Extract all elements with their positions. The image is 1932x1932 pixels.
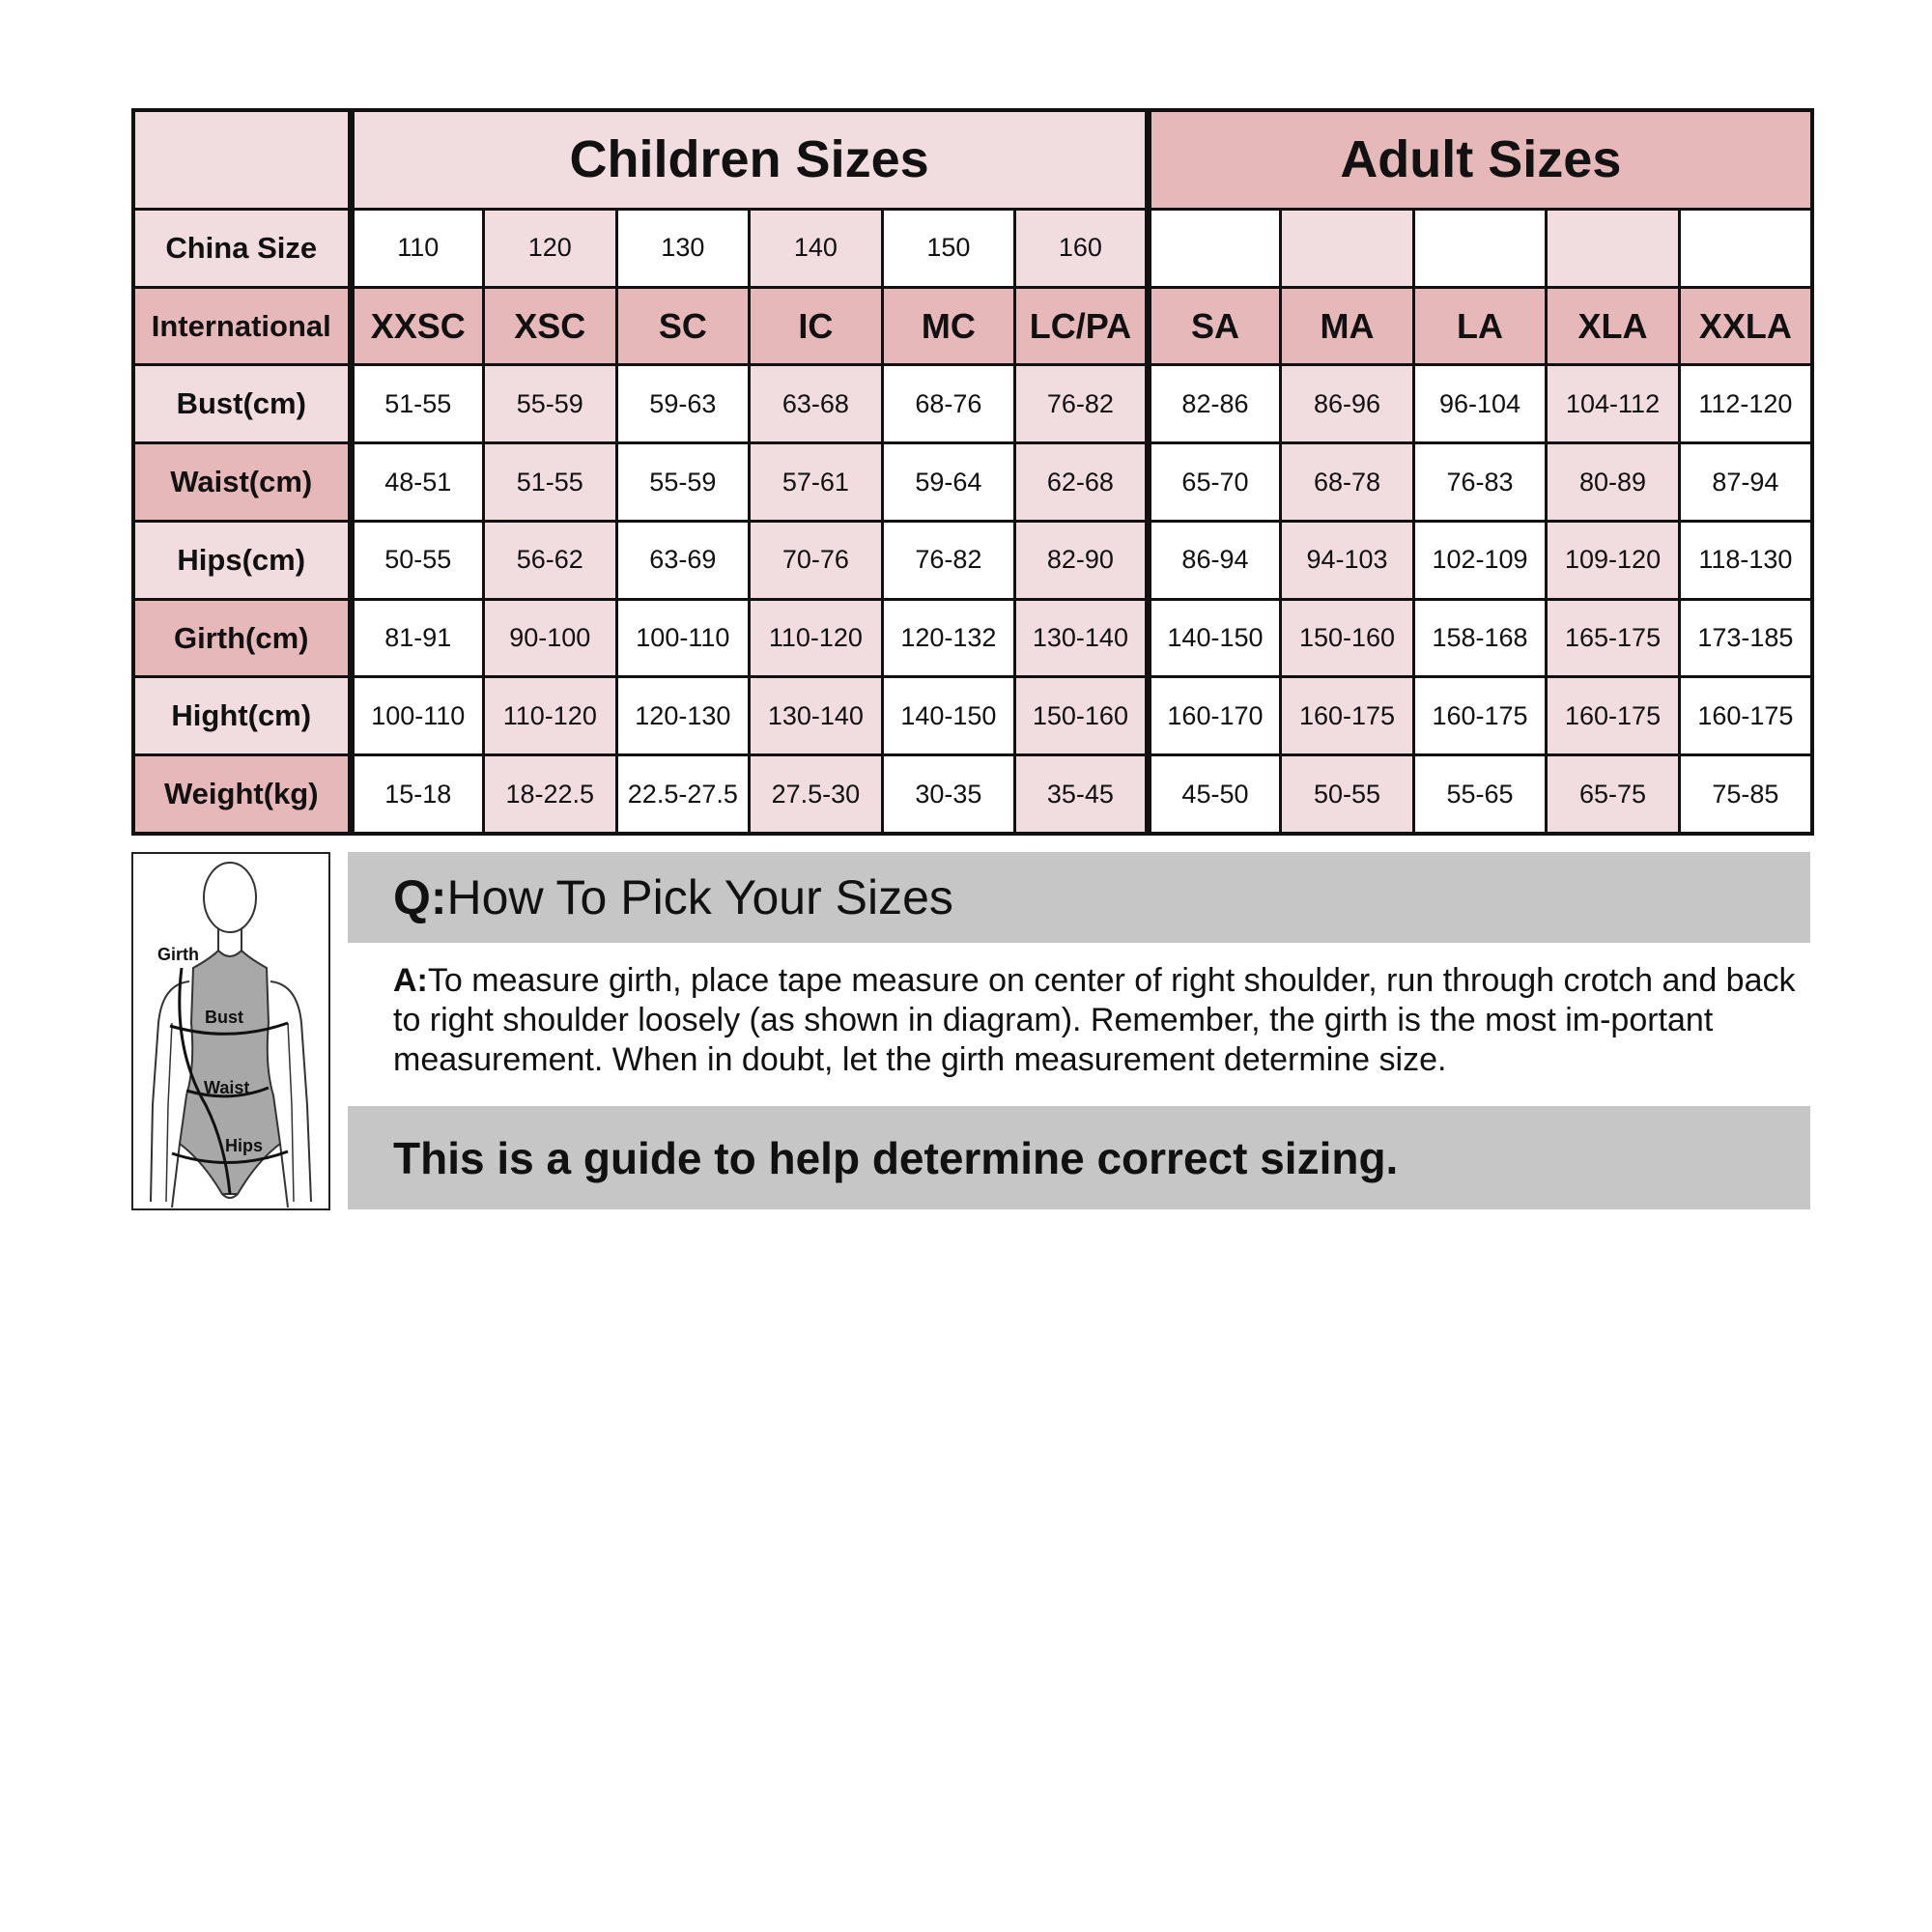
cell: 80-89 [1547,443,1680,522]
cell: 68-78 [1281,443,1414,522]
cell: 120-130 [616,677,750,755]
cell: XXLA [1679,287,1812,365]
cell: 160-175 [1679,677,1812,755]
cell: 35-45 [1015,755,1149,834]
cell: 150-160 [1015,677,1149,755]
cell: 120 [484,209,617,287]
children-sizes-header: Children Sizes [351,110,1148,209]
body-measurement-diagram [131,852,330,1210]
cell: 160-175 [1413,677,1547,755]
cell [1281,209,1414,287]
size-chart-table [131,108,1814,836]
cell: 160-170 [1148,677,1281,755]
cell: IC [750,287,883,365]
hight-row [133,677,1812,755]
cell: 51-55 [351,365,484,443]
cell: 100-110 [616,599,750,677]
cell: 65-70 [1148,443,1281,522]
cell: 55-59 [484,365,617,443]
row-label: China Size [133,209,351,287]
cell: 109-120 [1547,521,1680,599]
cell: 50-55 [1281,755,1414,834]
group-header-row [133,110,1812,209]
waist-label: Waist [204,1078,250,1097]
row-label: Waist(cm) [133,443,351,522]
international-size-row [133,287,1812,365]
cell: 62-68 [1015,443,1149,522]
cell: 130-140 [750,677,883,755]
cell: SA [1148,287,1281,365]
cell: 173-185 [1679,599,1812,677]
cell [1547,209,1680,287]
cell: 150-160 [1281,599,1414,677]
cell: 87-94 [1679,443,1812,522]
cell: 90-100 [484,599,617,677]
girth-label: Girth [157,945,199,964]
cell: MC [882,287,1015,365]
cell: MA [1281,287,1414,365]
cell: 130-140 [1015,599,1149,677]
cell: 86-94 [1148,521,1281,599]
cell: 118-130 [1679,521,1812,599]
answer-prefix: A: [393,962,428,999]
cell: 82-90 [1015,521,1149,599]
cell: 51-55 [484,443,617,522]
bust-label: Bust [205,1008,243,1027]
adult-sizes-header: Adult Sizes [1148,110,1812,209]
girth-row [133,599,1812,677]
cell: 56-62 [484,521,617,599]
row-label: International [133,287,351,365]
cell: 112-120 [1679,365,1812,443]
cell: 75-85 [1679,755,1812,834]
cell: 55-59 [616,443,750,522]
cell: 140 [750,209,883,287]
cell: 160-175 [1281,677,1414,755]
cell: 30-35 [882,755,1015,834]
cell: 59-63 [616,365,750,443]
question-text: How To Pick Your Sizes [446,870,953,924]
cell: 150 [882,209,1015,287]
cell [1413,209,1547,287]
row-label: Weight(kg) [133,755,351,834]
cell: 160 [1015,209,1149,287]
corner-cell [133,110,351,209]
cell: 76-83 [1413,443,1547,522]
answer-text: To measure girth, place tape measure on center of right shoulder, run through crotch and back to right shoulder loosely (as shown in diagram). Remember, the girth is the most im-portant measurement. When in doubt, let the girth measurement determine size. [393,962,1796,1078]
cell: 27.5-30 [750,755,883,834]
cell: 76-82 [1015,365,1149,443]
cell: 55-65 [1413,755,1547,834]
weight-row [133,755,1812,834]
cell: 120-132 [882,599,1015,677]
hips-row [133,521,1812,599]
cell: 140-150 [1148,599,1281,677]
cell: 158-168 [1413,599,1547,677]
body-figure-icon [133,854,328,1208]
cell: 68-76 [882,365,1015,443]
cell: 65-75 [1547,755,1680,834]
cell: LA [1413,287,1547,365]
cell: XXSC [351,287,484,365]
cell: 81-91 [351,599,484,677]
cell: SC [616,287,750,365]
cell: 70-76 [750,521,883,599]
cell: 63-68 [750,365,883,443]
cell: 110 [351,209,484,287]
cell: 82-86 [1148,365,1281,443]
cell: 15-18 [351,755,484,834]
cell: 18-22.5 [484,755,617,834]
cell: 104-112 [1547,365,1680,443]
row-label: Girth(cm) [133,599,351,677]
cell: 110-120 [484,677,617,755]
cell: 96-104 [1413,365,1547,443]
cell [1679,209,1812,287]
cell: 86-96 [1281,365,1414,443]
cell: 165-175 [1547,599,1680,677]
cell: 76-82 [882,521,1015,599]
waist-row [133,443,1812,522]
cell: 102-109 [1413,521,1547,599]
cell: 45-50 [1148,755,1281,834]
cell: 48-51 [351,443,484,522]
guide-note: This is a guide to help determine correct sizing. [393,1133,1399,1183]
cell: 50-55 [351,521,484,599]
row-label: Hight(cm) [133,677,351,755]
row-label: Hips(cm) [133,521,351,599]
question-prefix: Q: [393,870,447,924]
row-label: Bust(cm) [133,365,351,443]
cell [1148,209,1281,287]
cell: 57-61 [750,443,883,522]
cell: 130 [616,209,750,287]
cell: 63-69 [616,521,750,599]
cell: 22.5-27.5 [616,755,750,834]
cell: LC/PA [1015,287,1149,365]
cell: 94-103 [1281,521,1414,599]
cell: 59-64 [882,443,1015,522]
cell: 110-120 [750,599,883,677]
question-heading [393,867,953,927]
bust-row [133,365,1812,443]
answer-paragraph [393,961,1799,1080]
cell: 160-175 [1547,677,1680,755]
cell: 100-110 [351,677,484,755]
china-size-row [133,209,1812,287]
cell: 140-150 [882,677,1015,755]
cell: XLA [1547,287,1680,365]
cell: XSC [484,287,617,365]
hips-label: Hips [225,1136,264,1155]
